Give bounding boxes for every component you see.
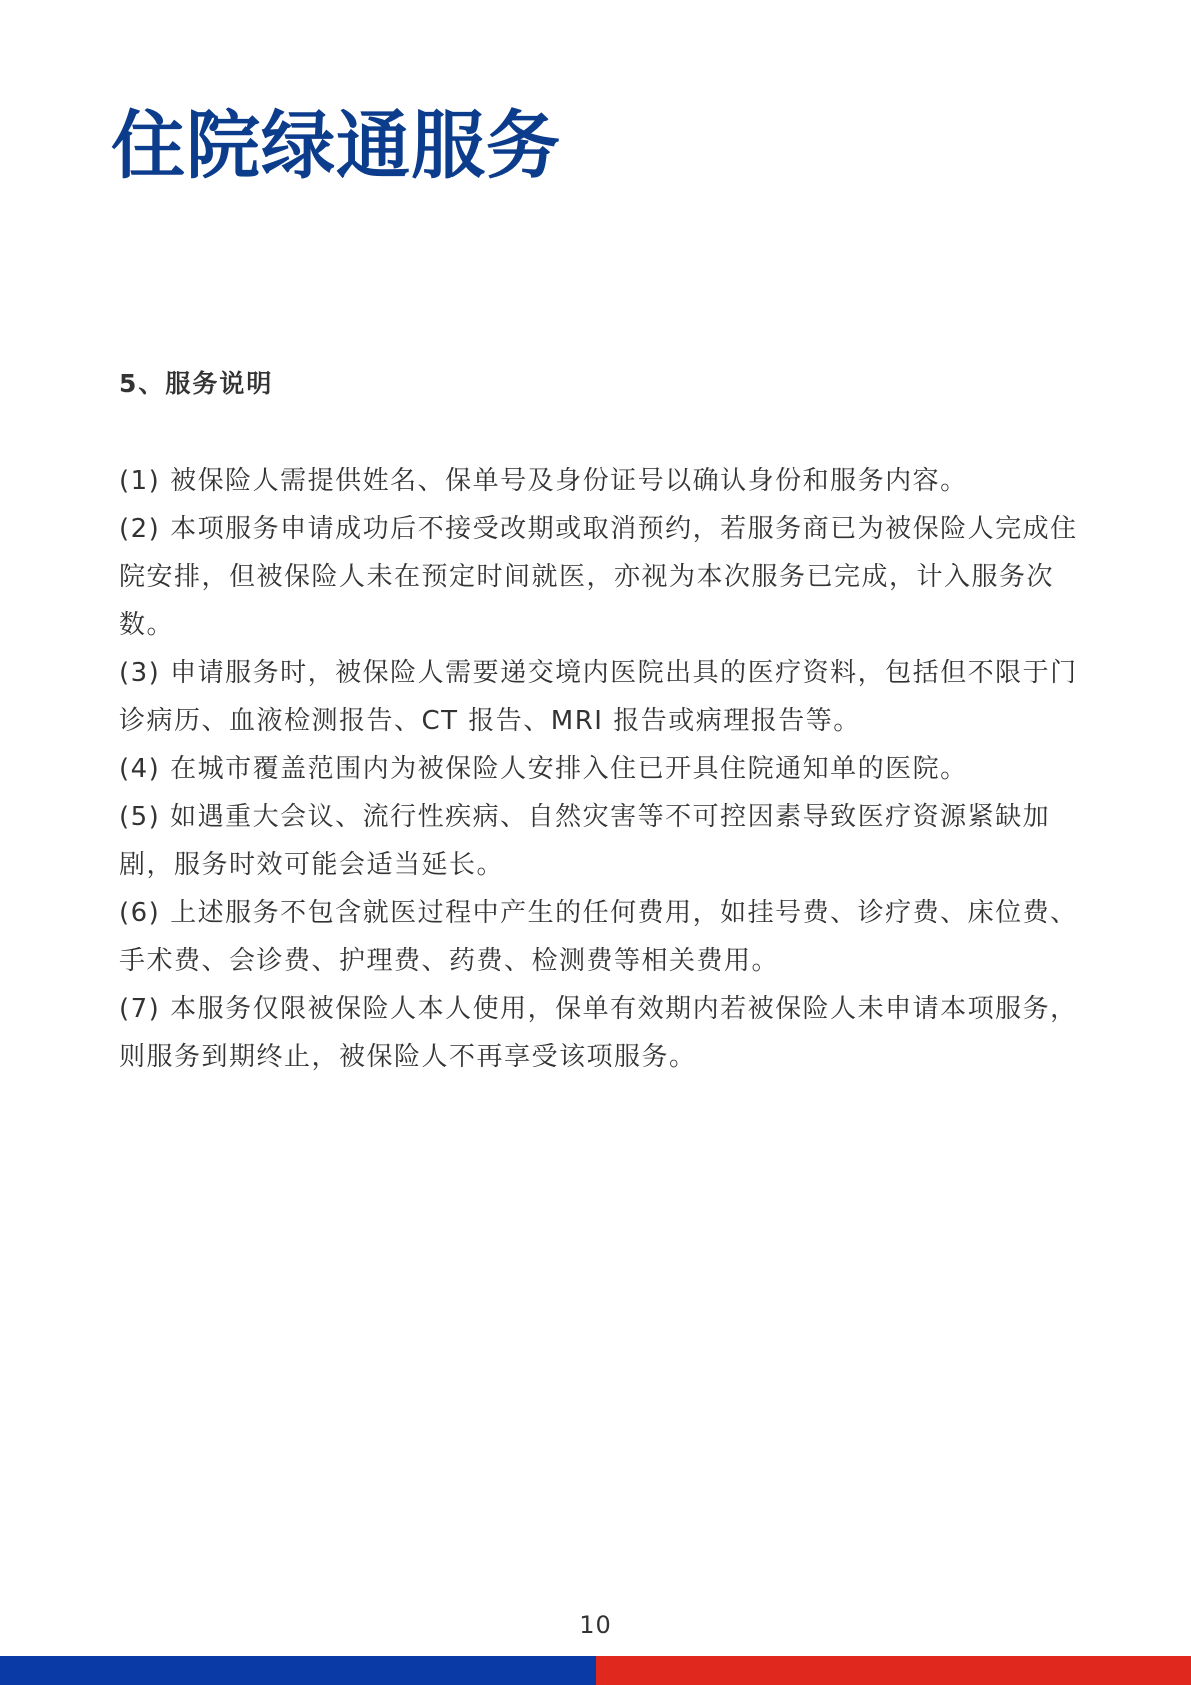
service-notes-list (119, 457, 1084, 1081)
footer-bar-blue (0, 1656, 596, 1685)
page-title: 住院绿通服务 (111, 103, 561, 189)
page-number: 10 (579, 1611, 612, 1639)
list-item: (4) 在城市覆盖范围内为被保险人安排入住已开具住院通知单的医院。 (119, 754, 968, 784)
footer-color-bar (0, 1656, 1191, 1685)
list-item: (6) 上述服务不包含就医过程中产生的任何费用，如挂号费、诊疗费、床位费、手术费、会诊费、护理费、药费、检测费等相关费用。 (119, 898, 1078, 976)
list-item: (2) 本项服务申请成功后不接受改期或取消预约，若服务商已为被保险人完成住院安排，但被保险人未在预定时间就医，亦视为本次服务已完成，计入服务次数。 (119, 514, 1078, 640)
list-item: (7) 本服务仅限被保险人本人使用，保单有效期内若被保险人未申请本项服务，则服务到期终止，被保险人不再享受该项服务。 (119, 994, 1078, 1072)
footer-bar-red (596, 1656, 1191, 1685)
list-item: (3) 申请服务时，被保险人需要递交境内医院出具的医疗资料，包括但不限于门诊病历、血液检测报告、CT 报告、MRI 报告或病理报告等。 (119, 658, 1078, 736)
list-item: (1) 被保险人需提供姓名、保单号及身份证号以确认身份和服务内容。 (119, 466, 968, 496)
list-item: (5) 如遇重大会议、流行性疾病、自然灾害等不可控因素导致医疗资源紧缺加剧，服务时效可能会适当延长。 (119, 802, 1051, 880)
section-heading: 5、服务说明 (119, 369, 274, 398)
